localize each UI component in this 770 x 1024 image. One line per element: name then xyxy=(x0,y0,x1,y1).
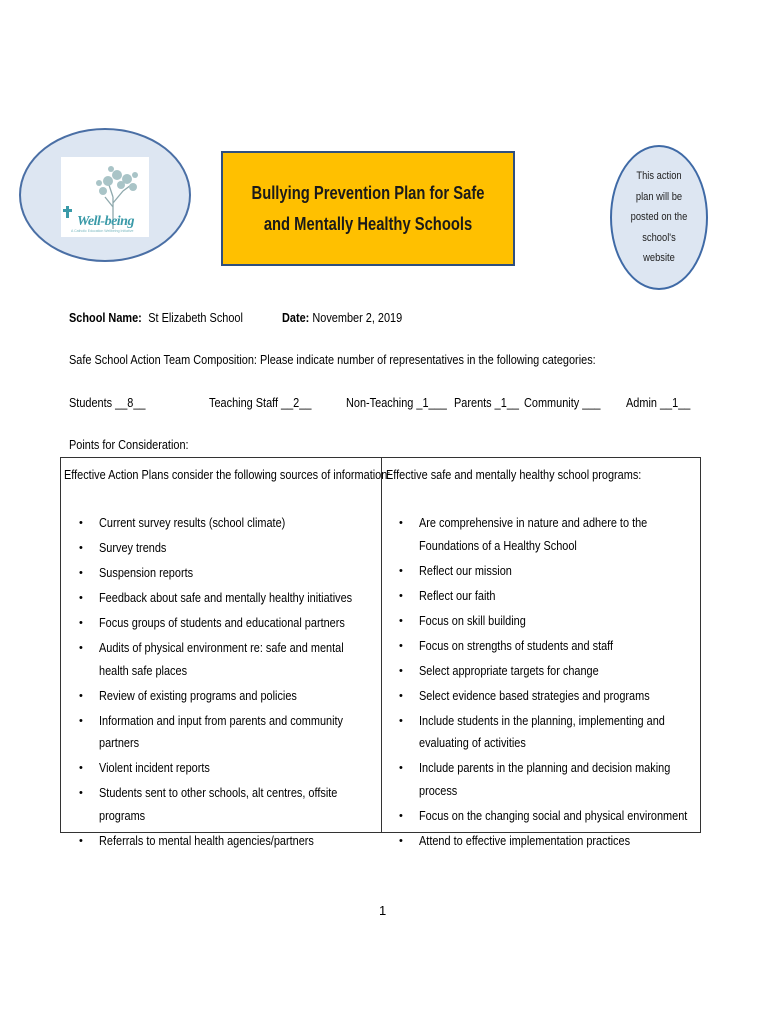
list-item-text: Attend to effective implementation practices xyxy=(419,832,631,848)
bullet-icon: • xyxy=(399,714,403,727)
wellbeing-logo xyxy=(61,157,149,237)
bullet-icon: • xyxy=(79,592,83,604)
action-note-line: posted on the xyxy=(630,211,688,224)
plan-title-box xyxy=(221,151,515,266)
list-item xyxy=(71,710,376,755)
bullet-icon: • xyxy=(79,567,83,579)
list-item xyxy=(71,537,376,560)
bullet-icon: • xyxy=(79,834,83,847)
bullet-icon: • xyxy=(399,762,403,774)
list-item xyxy=(71,757,376,780)
bullet-icon: • xyxy=(79,517,83,529)
list-item xyxy=(71,685,376,708)
list-item xyxy=(391,610,701,633)
action-note-line: website xyxy=(643,252,675,265)
bullet-icon: • xyxy=(79,714,83,727)
list-item xyxy=(391,560,701,583)
bullet-icon: • xyxy=(399,517,403,529)
list-item-text: Reflect our faith xyxy=(419,587,496,603)
list-item-text: Include parents in the planning and decision making process xyxy=(419,760,671,798)
list-item-text: Focus on strengths of students and staff xyxy=(419,637,614,653)
bullet-icon: • xyxy=(79,762,83,774)
bullet-icon: • xyxy=(399,589,403,602)
plan-title xyxy=(249,178,487,240)
students-count: Students __8__ xyxy=(69,395,146,410)
right-column-heading: Effective safe and mentally healthy school programs: xyxy=(386,467,642,482)
list-item-text: Focus groups of students and educational partners xyxy=(99,615,345,630)
list-item xyxy=(391,830,701,853)
points-label: Points for Consideration: xyxy=(69,437,189,452)
list-item xyxy=(71,562,376,585)
bullet-icon: • xyxy=(79,689,83,702)
bullet-icon: • xyxy=(399,614,403,627)
list-item xyxy=(71,830,376,853)
action-note-circle xyxy=(610,145,708,290)
list-item-text: Information and input from parents and community partners xyxy=(99,712,344,750)
bullet-icon: • xyxy=(399,834,403,847)
list-item xyxy=(391,512,701,557)
logo-wordmark: Well-being xyxy=(77,214,134,229)
team-composition-prompt: Safe School Action Team Composition: Please indicate number of representatives in the following categories: xyxy=(69,352,596,367)
non-teaching-count: Non-Teaching _1___ xyxy=(346,395,447,410)
teaching-staff-count: Teaching Staff __2__ xyxy=(209,395,312,410)
list-item xyxy=(71,637,376,682)
school-name-value: St Elizabeth School xyxy=(148,310,243,325)
bullet-icon: • xyxy=(399,689,403,702)
list-item xyxy=(71,512,376,535)
list-item xyxy=(391,805,701,828)
consideration-table xyxy=(60,457,701,848)
action-note-line: plan will be xyxy=(635,190,683,203)
bullet-icon: • xyxy=(79,642,83,654)
list-item-text: Are comprehensive in nature and adhere to the Foundations of a Healthy School xyxy=(419,515,648,553)
left-column-list xyxy=(71,512,376,855)
bullet-icon: • xyxy=(79,787,83,799)
list-item-text: Focus on skill building xyxy=(419,612,526,628)
list-item xyxy=(391,685,701,708)
list-item-text: Focus on the changing social and physical environment xyxy=(419,807,688,823)
bullet-icon: • xyxy=(79,617,83,629)
list-item-text: Feedback about safe and mentally healthy initiatives xyxy=(99,590,353,605)
list-item-text: Violent incident reports xyxy=(99,760,210,775)
bullet-icon: • xyxy=(79,542,83,554)
list-item xyxy=(391,710,701,755)
action-note-line: This action xyxy=(636,170,682,183)
list-item-text: Review of existing programs and policies xyxy=(99,687,297,703)
list-item-text: Reflect our mission xyxy=(419,562,512,578)
list-item xyxy=(391,757,701,802)
list-item-text: Students sent to other schools, alt centres, offsite programs xyxy=(99,785,338,823)
list-item xyxy=(391,660,701,683)
admin-count: Admin __1__ xyxy=(626,395,691,410)
list-item xyxy=(71,587,376,610)
bullet-icon: • xyxy=(399,564,403,577)
bullet-icon: • xyxy=(399,809,403,822)
list-item xyxy=(391,635,701,658)
list-item-text: Select evidence based strategies and programs xyxy=(419,687,650,703)
community-count: Community ___ xyxy=(524,395,601,410)
date-value: November 2, 2019 xyxy=(312,310,403,325)
date-label: Date: xyxy=(282,310,310,325)
bullet-icon: • xyxy=(399,664,403,677)
bullet-icon: • xyxy=(399,639,403,652)
title-line-1: Bullying Prevention Plan for Safe xyxy=(251,182,485,203)
left-column-heading: Effective Action Plans consider the following sources of information: xyxy=(64,467,391,482)
list-item-text: Referrals to mental health agencies/partners xyxy=(99,832,314,848)
list-item-text: Current survey results (school climate) xyxy=(99,515,286,530)
list-item xyxy=(391,585,701,608)
school-name-row xyxy=(69,310,243,325)
list-item xyxy=(71,612,376,635)
list-item-text: Suspension reports xyxy=(99,565,194,580)
list-item-text: Survey trends xyxy=(99,540,167,555)
action-note-text xyxy=(629,166,689,269)
page-number: 1 xyxy=(379,903,387,918)
title-line-2: and Mentally Healthy Schools xyxy=(263,213,473,234)
column-divider xyxy=(381,458,382,832)
right-column-list xyxy=(391,512,701,855)
action-note-line: school's xyxy=(642,231,676,244)
date-row xyxy=(282,310,402,325)
list-item-text: Select appropriate targets for change xyxy=(419,662,599,678)
parents-count: Parents _1__ xyxy=(454,395,519,410)
list-item-text: Include students in the planning, implementing and evaluating of activities xyxy=(419,712,665,750)
logo-tagline: A Catholic Education Wellbeing Initiative xyxy=(71,229,134,233)
list-item xyxy=(71,782,376,827)
list-item-text: Audits of physical environment re: safe and mental health safe places xyxy=(99,640,344,678)
school-name-label: School Name: xyxy=(69,310,142,325)
